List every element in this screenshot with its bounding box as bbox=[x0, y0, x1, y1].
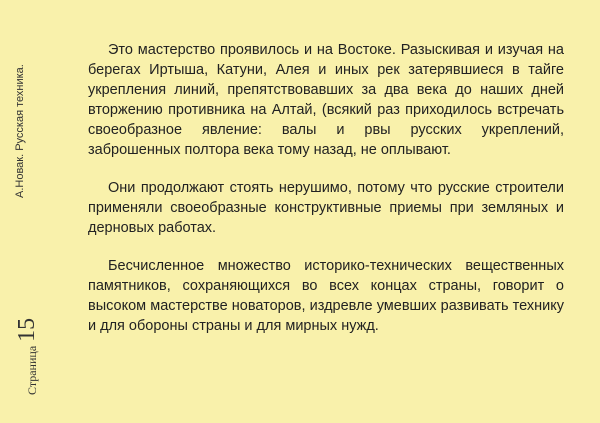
paragraph-2: Они продолжают стоять нерушимо, потому что русские строители применяли своеобразные конструктивные приемы при земляных и дерновых работах. bbox=[88, 180, 564, 236]
page-number-label bbox=[12, 285, 40, 395]
paragraph-3: Бесчисленное множество историко-технических вещественных памятников, сохраняющихся во всех концах страны, говорит о высоком мастерстве новаторов, издревле умевших развивать технику и для обороны страны и для мирных нужд. bbox=[88, 258, 564, 334]
page-number: 15 bbox=[14, 317, 40, 342]
body-text bbox=[88, 40, 564, 354]
page-word: Страница bbox=[25, 345, 39, 395]
running-header-author-title: А.Новак. Русская техника. bbox=[14, 64, 26, 198]
paragraph-1: Это мастерство проявилось и на Востоке. Разыскивая и изучая на берегах Иртыша, Катуни, Алея и иных рек затерявшиеся в тайге укрепления линий, препятствовавших за два века до наших дней вторжению противника на Алтай, (всякий раз приходилось встречать своеобразное явление: валы и рвы русских укреплений, заброшенных полтора века тому назад, не оплывают. bbox=[88, 42, 564, 158]
side-margin bbox=[12, 6, 46, 418]
